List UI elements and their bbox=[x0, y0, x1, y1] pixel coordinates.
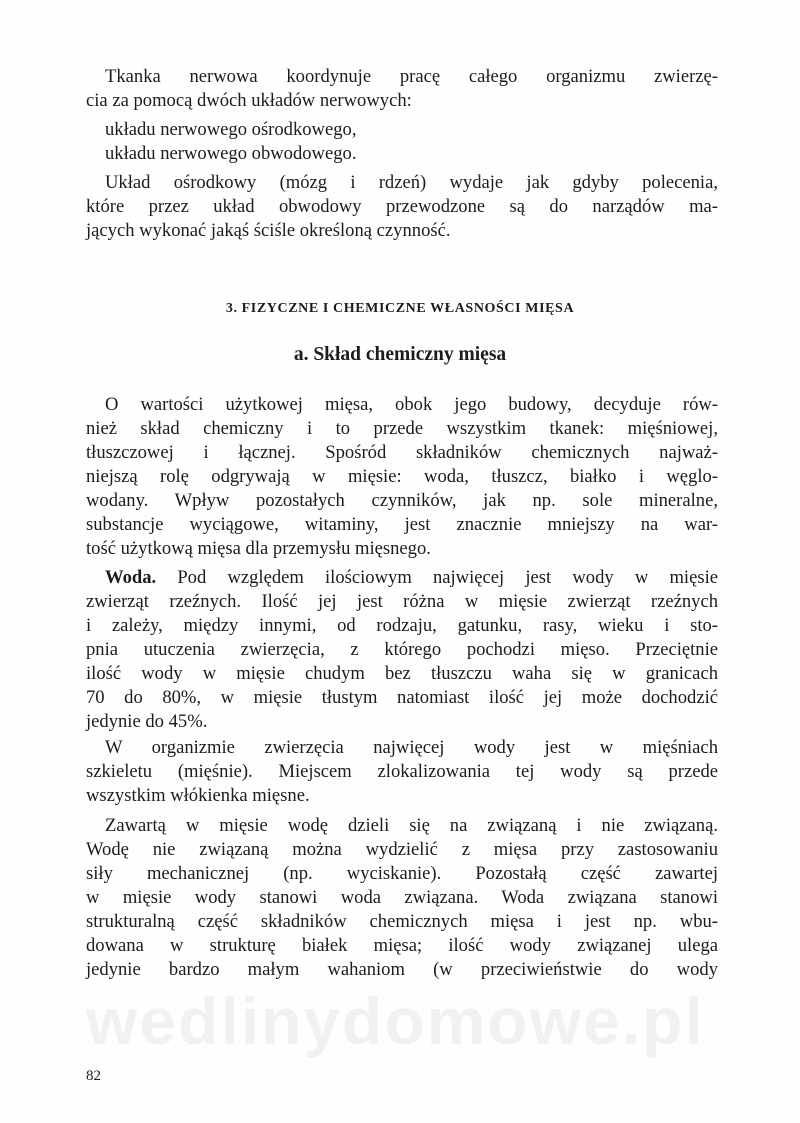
text-line: jedynie do 45%. bbox=[86, 711, 208, 732]
text-line: siły mechanicznej (np. wyciskanie). Pozostałą część zawartej bbox=[86, 863, 718, 884]
text-line: dowana w strukturę białek mięsa; ilość wody związanej ulega bbox=[86, 935, 718, 956]
paragraph-woda bbox=[86, 566, 718, 734]
paragraph-intro bbox=[86, 65, 718, 113]
text-line: wodany. Wpływ pozostałych czynników, jak np. sole mineralne, bbox=[86, 490, 718, 511]
paragraph-zawarta bbox=[86, 814, 718, 982]
list-nervous-systems bbox=[86, 118, 718, 166]
text-line: zwierząt rzeźnych. Ilość jej jest różna w mięsie zwierząt rzeźnych bbox=[86, 591, 718, 612]
text-line: Zawartą w mięsie wodę dzieli się na związaną i nie związaną. bbox=[105, 815, 718, 836]
text-line: W organizmie zwierzęcia najwięcej wody jest w mięśniach bbox=[105, 737, 718, 758]
text-line: cia za pomocą dwóch układów nerwowych: bbox=[86, 90, 412, 111]
text-line: niejszą rolę odgrywają w mięsie: woda, tłuszcz, białko i węglo- bbox=[86, 466, 718, 487]
text-line: substancje wyciągowe, witaminy, jest znacznie mniejszy na war- bbox=[86, 514, 718, 535]
subsection-heading: a. Skład chemiczny mięsa bbox=[293, 344, 507, 365]
text-line: Wodę nie związaną można wydzielić z mięsa przy zastosowaniu bbox=[86, 839, 718, 860]
text-line: Układ ośrodkowy (mózg i rdzeń) wydaje jak gdyby polecenia, bbox=[105, 172, 718, 193]
text-line: pnia utuczenia zwierzęcia, z którego pochodzi mięso. Przeciętnie bbox=[86, 639, 718, 660]
text-line: układu nerwowego obwodowego. bbox=[105, 143, 357, 164]
text-line: układu nerwowego ośrodkowego, bbox=[105, 119, 357, 140]
text-line: które przez układ obwodowy przewodzone są do narządów ma- bbox=[86, 196, 718, 217]
text-line: nież skład chemiczny i to przede wszystkim tkanek: mięśniowej, bbox=[86, 418, 718, 439]
text-line: ilość wody w mięsie chudym bez tłuszczu waha się w granicach bbox=[86, 663, 718, 684]
paragraph-organizm bbox=[86, 736, 718, 808]
text-line: w mięsie wody stanowi woda związana. Woda związana stanowi bbox=[86, 887, 718, 908]
section-heading: 3. FIZYCZNE I CHEMICZNE WŁASNOŚCI MIĘSA bbox=[225, 301, 575, 316]
text-line: O wartości użytkowej mięsa, obok jego budowy, decyduje rów- bbox=[105, 394, 718, 415]
text-line bbox=[86, 566, 718, 590]
page-number: 82 bbox=[86, 1068, 101, 1084]
watermark-bottom: wedlinydomowe.pl bbox=[86, 984, 705, 1058]
text-line: jących wykonać jakąś ściśle określoną czynność. bbox=[86, 220, 451, 241]
text-line: strukturalną część składników chemicznych mięsa i jest np. wbu- bbox=[86, 911, 718, 932]
text-line: wszystkim włókienka mięsne. bbox=[86, 785, 310, 806]
bold-lead: Woda. bbox=[105, 567, 157, 588]
text-line: szkieletu (mięśnie). Miejscem zlokalizowania tej wody są przede bbox=[86, 761, 718, 782]
text-line: jedynie bardzo małym wahaniom (w przeciwieństwie do wody bbox=[86, 959, 718, 980]
text-line: tość użytkową mięsa dla przemysłu mięsnego. bbox=[86, 538, 431, 559]
text-line: tłuszczowej i łącznej. Spośród składników chemicznych najważ- bbox=[86, 442, 718, 463]
paragraph-uklad bbox=[86, 171, 718, 243]
paragraph-wartosc bbox=[86, 393, 718, 561]
text-line: Tkanka nerwowa koordynuje pracę całego organizmu zwierzę- bbox=[105, 66, 718, 87]
text-line: i zależy, między innymi, od rodzaju, gatunku, rasy, wieku i sto- bbox=[86, 615, 718, 636]
text-line: 70 do 80%, w mięsie tłustym natomiast ilość jej może dochodzić bbox=[86, 687, 718, 708]
text-line-rest: Pod względem ilościowym najwięcej jest wody w mięsie bbox=[156, 567, 718, 588]
